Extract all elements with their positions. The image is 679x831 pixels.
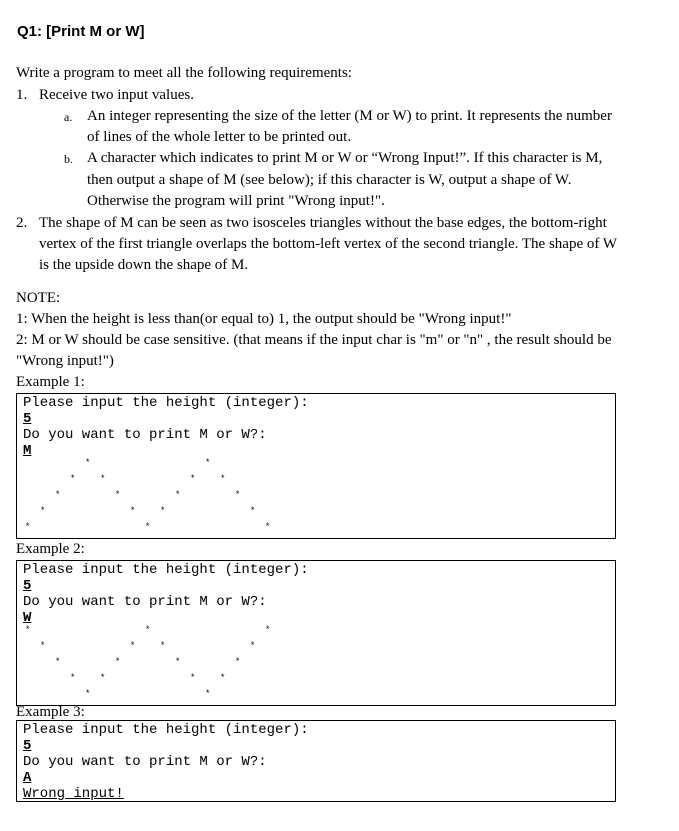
w-star: * bbox=[85, 689, 91, 699]
w-star: * bbox=[55, 657, 61, 667]
req1b-marker: b. bbox=[64, 152, 73, 166]
m-star: * bbox=[205, 458, 211, 468]
example3-label: Example 3: bbox=[16, 704, 85, 720]
m-star: * bbox=[175, 490, 181, 500]
w-star: * bbox=[250, 641, 256, 651]
w-star: * bbox=[100, 673, 106, 683]
m-star: * bbox=[100, 474, 106, 484]
req1a-marker: a. bbox=[64, 110, 73, 124]
m-star: * bbox=[235, 490, 241, 500]
w-star: * bbox=[220, 673, 226, 683]
w-star: * bbox=[205, 689, 211, 699]
example2-prompt-char: Do you want to print M or W?: bbox=[23, 594, 267, 610]
example2-prompt-height: Please input the height (integer): bbox=[23, 562, 309, 578]
req1-text: Receive two input values. bbox=[39, 87, 194, 103]
example2-height-input: 5 bbox=[23, 578, 32, 594]
m-star: * bbox=[70, 474, 76, 484]
m-star: * bbox=[145, 522, 151, 532]
example3-output: Wrong input! bbox=[23, 786, 124, 802]
req1a-line1: An integer representing the size of the letter (M or W) to print. It represents the number bbox=[87, 108, 612, 124]
w-star: * bbox=[235, 657, 241, 667]
m-star: * bbox=[40, 506, 46, 516]
example1-prompt-height: Please input the height (integer): bbox=[23, 395, 309, 411]
m-star: * bbox=[25, 522, 31, 532]
w-star: * bbox=[145, 625, 151, 635]
w-star: * bbox=[25, 625, 31, 635]
m-star: * bbox=[265, 522, 271, 532]
req1a-line2: of lines of the whole letter to be printed out. bbox=[87, 129, 352, 145]
w-star: * bbox=[70, 673, 76, 683]
example1-prompt-char: Do you want to print M or W?: bbox=[23, 427, 267, 443]
w-star: * bbox=[175, 657, 181, 667]
note-heading: NOTE: bbox=[16, 290, 61, 306]
w-star: * bbox=[115, 657, 121, 667]
m-star: * bbox=[250, 506, 256, 516]
example3-char-input: A bbox=[23, 770, 32, 786]
m-star: * bbox=[130, 506, 136, 516]
m-star: * bbox=[85, 458, 91, 468]
m-star: * bbox=[190, 474, 196, 484]
intro-text: Write a program to meet all the following requirements: bbox=[16, 65, 352, 81]
example1-label: Example 1: bbox=[16, 374, 85, 390]
example1-console bbox=[16, 393, 616, 539]
example3-prompt-char: Do you want to print M or W?: bbox=[23, 754, 267, 770]
w-star: * bbox=[40, 641, 46, 651]
req1b-line2: then output a shape of M (see below); if this character is W, output a shape of W. bbox=[87, 172, 572, 188]
note-line3: "Wrong input!") bbox=[16, 353, 114, 369]
example3-height-input: 5 bbox=[23, 738, 32, 754]
note-line2: 2: M or W should be case sensitive. (that means if the input char is "m" or "n" , the result should be bbox=[16, 332, 612, 348]
example1-char-input: M bbox=[23, 443, 32, 459]
question-title: Q1: [Print M or W] bbox=[17, 23, 145, 40]
w-star: * bbox=[130, 641, 136, 651]
w-star: * bbox=[265, 625, 271, 635]
note-line1: 1: When the height is less than(or equal to) 1, the output should be "Wrong input!" bbox=[16, 311, 512, 327]
example2-char-input: W bbox=[23, 610, 32, 626]
req2-number: 2. bbox=[16, 215, 28, 231]
m-star: * bbox=[220, 474, 226, 484]
req1-number: 1. bbox=[16, 87, 28, 103]
example3-console bbox=[16, 720, 616, 802]
m-star: * bbox=[55, 490, 61, 500]
req2-line2: vertex of the first triangle overlaps the bottom-left vertex of the second triangle. The shape of W bbox=[39, 236, 617, 252]
example1-height-input: 5 bbox=[23, 411, 32, 427]
req2-line1: The shape of M can be seen as two isosceles triangles without the base edges, the bottom-right bbox=[39, 215, 607, 231]
example3-prompt-height: Please input the height (integer): bbox=[23, 722, 309, 738]
req1b-line1: A character which indicates to print M or W or “Wrong Input!”. If this character is M, bbox=[87, 150, 603, 166]
m-star: * bbox=[115, 490, 121, 500]
example2-console bbox=[16, 560, 616, 706]
m-star: * bbox=[160, 506, 166, 516]
w-star: * bbox=[190, 673, 196, 683]
example2-label: Example 2: bbox=[16, 541, 85, 557]
req1b-line3: Otherwise the program will print "Wrong input!". bbox=[87, 193, 385, 209]
req2-line3: is the upside down the shape of M. bbox=[39, 257, 249, 273]
w-star: * bbox=[160, 641, 166, 651]
